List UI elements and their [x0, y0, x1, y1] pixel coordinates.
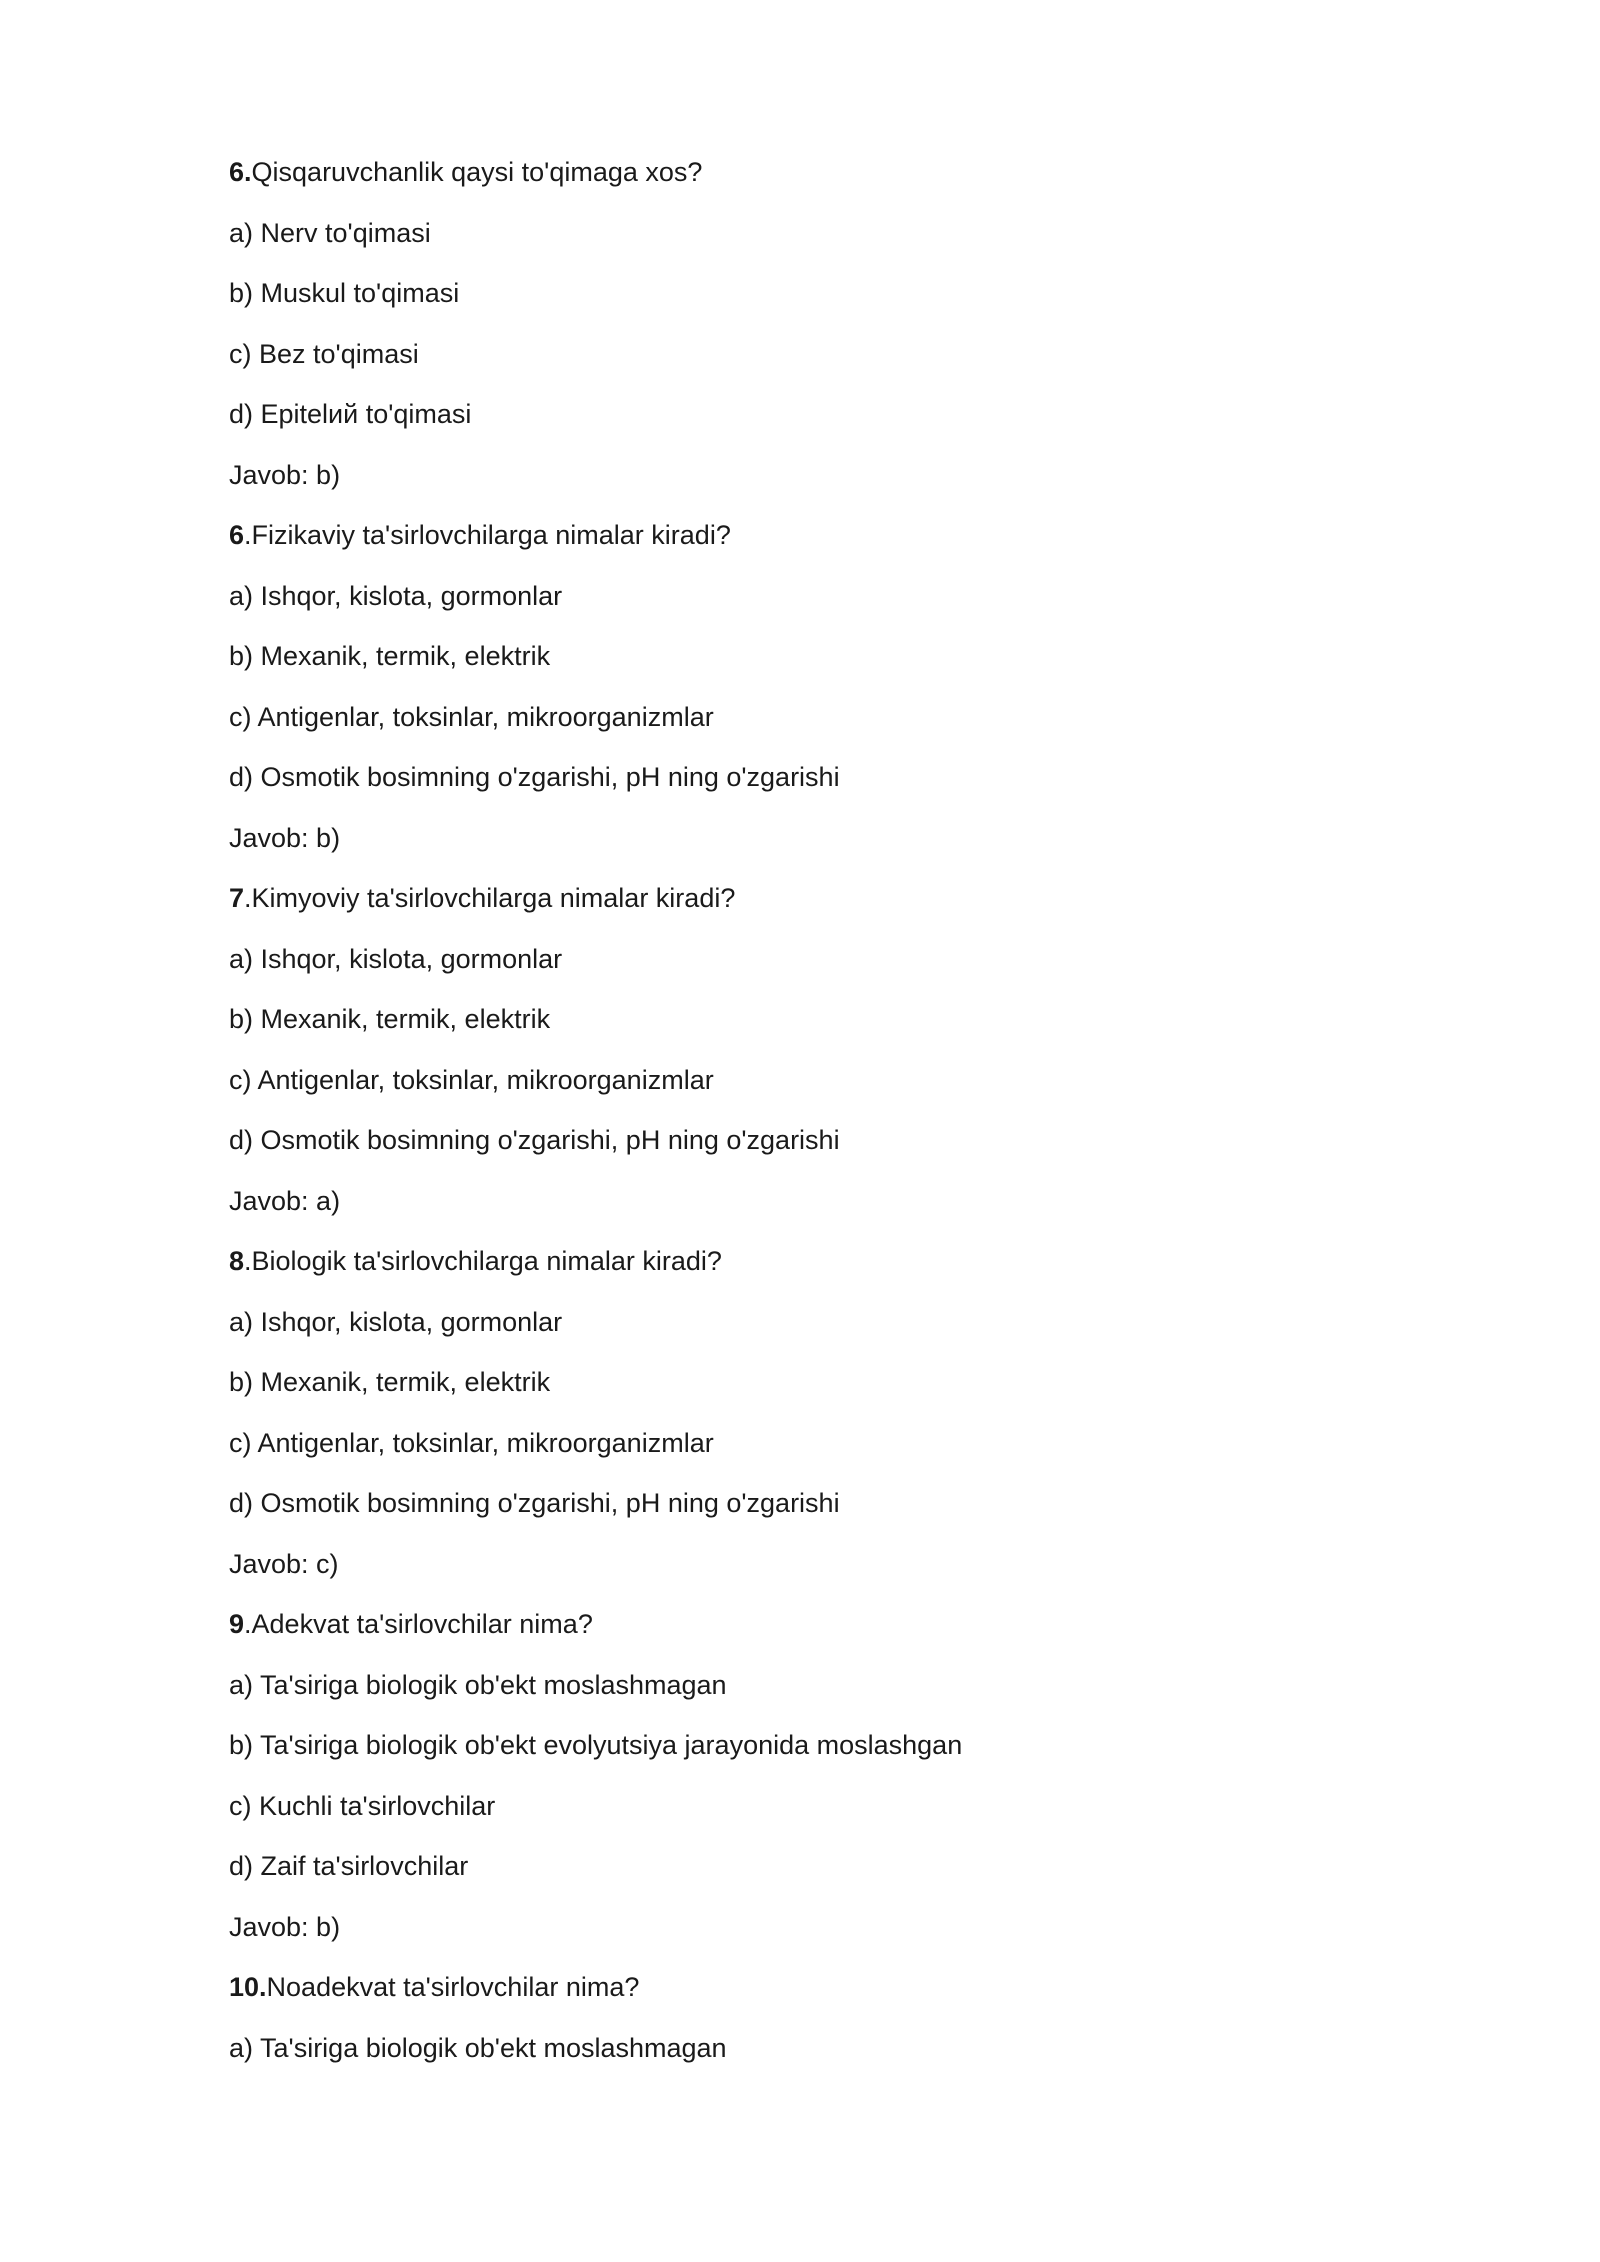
- question-line: [229, 1239, 1429, 1300]
- option-line: c) Antigenlar, toksinlar, mikroorganizmlar: [229, 701, 714, 732]
- option-line: a) Nerv to'qimasi: [229, 217, 431, 248]
- question-number: 8: [229, 1246, 245, 1276]
- answer-line: Javob: c): [229, 1548, 339, 1579]
- option-line: c) Kuchli ta'sirlovchilar: [229, 1790, 496, 1821]
- option-line: b) Mexanik, termik, elektrik: [229, 1367, 551, 1397]
- question-text: .Adekvat ta'sirlovchilar nima?: [244, 1609, 593, 1639]
- question-line: [229, 876, 1429, 937]
- document-content: [229, 150, 1429, 2086]
- question-text: Qisqaruvchanlik qaysi to'qimaga xos?: [251, 157, 703, 187]
- option-line: c) Bez to'qimasi: [229, 338, 419, 369]
- option-line: d) Zaif ta'sirlovchilar: [229, 1851, 469, 1881]
- question-line: [229, 150, 1429, 211]
- option-line: b) Mexanik, termik, elektrik: [229, 641, 551, 671]
- option-line: d) Osmotik bosimning o'zgarishi, pH ning o'zgarishi: [229, 1488, 840, 1518]
- option-line: b) Muskul to'qimasi: [229, 278, 460, 308]
- question-number: 6: [229, 520, 245, 550]
- option-line: b) Ta'siriga biologik ob'ekt evolyutsiya jarayonida moslashgan: [229, 1730, 963, 1760]
- option-line: c) Antigenlar, toksinlar, mikroorganizmlar: [229, 1064, 714, 1095]
- option-line: a) Ta'siriga biologik ob'ekt moslashmagan: [229, 1669, 727, 1700]
- question-text: .Fizikaviy ta'sirlovchilarga nimalar kiradi?: [244, 520, 731, 550]
- question-number: 10.: [229, 1972, 267, 2002]
- option-line: a) Ishqor, kislota, gormonlar: [229, 943, 563, 974]
- option-line: a) Ta'siriga biologik ob'ekt moslashmagan: [229, 2032, 727, 2063]
- question-number: 9: [229, 1609, 245, 1639]
- question-number: 7: [229, 883, 245, 913]
- option-line: a) Ishqor, kislota, gormonlar: [229, 1306, 563, 1337]
- question-number: 6.: [229, 157, 252, 187]
- option-line: d) Osmotik bosimning o'zgarishi, pH ning o'zgarishi: [229, 1125, 840, 1155]
- answer-line: Javob: b): [229, 1911, 341, 1942]
- question-line: [229, 1965, 1429, 2026]
- answer-line: Javob: a): [229, 1185, 341, 1216]
- question-line: [229, 513, 1429, 574]
- option-line: c) Antigenlar, toksinlar, mikroorganizmlar: [229, 1427, 714, 1458]
- question-text: Noadekvat ta'sirlovchilar nima?: [266, 1972, 640, 2002]
- option-line: d) Osmotik bosimning o'zgarishi, pH ning o'zgarishi: [229, 762, 840, 792]
- option-line: a) Ishqor, kislota, gormonlar: [229, 580, 563, 611]
- option-line: d) Epitelий to'qimasi: [229, 399, 472, 429]
- question-line: [229, 1602, 1429, 1663]
- answer-line: Javob: b): [229, 822, 341, 853]
- question-text: .Biologik ta'sirlovchilarga nimalar kiradi?: [244, 1246, 722, 1276]
- option-line: b) Mexanik, termik, elektrik: [229, 1004, 551, 1034]
- answer-line: Javob: b): [229, 459, 341, 490]
- question-text: .Kimyoviy ta'sirlovchilarga nimalar kiradi?: [244, 883, 736, 913]
